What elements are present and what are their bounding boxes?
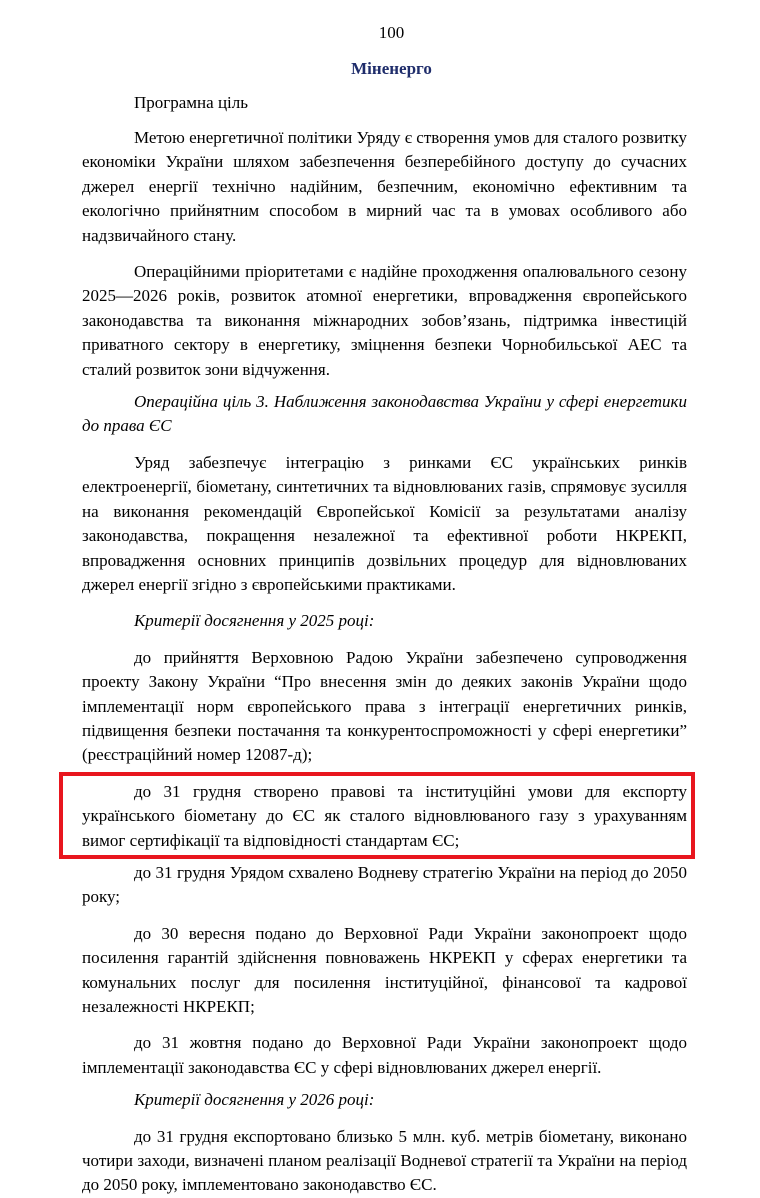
government-paragraph: Уряд забезпечує інтеграцію з ринками ЄС українських ринків електроенергії, біометану, синтетичних та відновлюваних газів, спрямовує зусилля на виконання рекомендацій Європейської Комісії за результатами аналізу законодавства, покращення незалежної та ефективної роботи НКРЕКП, впровадження основних принципів дозвільних процедур для відновлюваних джерел енергії згідно з європейськими практиками. <box>82 452 687 594</box>
list-item-renewables-bill: до 31 жовтня подано до Верховної Ради України законопроект щодо імплементації законодавства ЄС у сфері відновлюваних джерел енергії. <box>82 1033 687 1077</box>
ministry-heading: Міненерго <box>351 59 432 78</box>
list-item-2026: до 31 грудня експортовано близько 5 млн. куб. метрів біометану, виконано чотири заходи, визначені планом реалізації Водневої стратегії та України на період до 2050 року, імплементовано законодавство ЄС. <box>82 1126 687 1195</box>
list-item-biomethane-export: до 31 грудня створено правові та інституційні умови для експорту українського біометану до ЄС як сталого відновлюваного газу з урахуванням вимог сертифікації та відповідності стандартам ЄС; <box>82 781 687 850</box>
list-item-law-adoption: до прийняття Верховною Радою України забезпечено супроводження проекту Закону України “Про внесення змін до деяких законів України щодо імплементації норм європейського права з інтеграції енергетичних ринків, підвищення безпеки постачання та конкурентоспроможності у сфері енергетики” (реєстраційний номер 12087-д); <box>82 647 687 765</box>
criteria-2026-heading: Критерії досягнення у 2026 році: <box>134 1090 375 1110</box>
operational-goal-heading: Операційна ціль 3. Наближення законодавства України у сфері енергетики до права ЄС <box>82 392 687 436</box>
list-item-hydrogen-strategy: до 31 грудня Урядом схвалено Водневу стратегію України на період до 2050 року; <box>82 862 687 907</box>
page-number: 100 <box>378 23 405 42</box>
section-label: Програмна ціль <box>134 93 249 112</box>
priorities-paragraph: Операційними пріоритетами є надійне проходження опалювального сезону 2025—2026 років, розвиток атомної енергетики, впровадження європейського законодавства та виконання міжнародних зобов’язань, підтримка інвестицій приватного сектору в енергетику, зміцнення безпеки Чорнобильської АЕС та сталий розвиток зони відчуження. <box>82 262 687 379</box>
goal-paragraph: Метою енергетичної політики Уряду є створення умов для сталого розвитку економіки України шляхом забезпечення безперебійного доступу до сучасних джерел енергії технічно надійним, безпечним, економічно ефективним та екологічно прийнятним способом в мирний час та в умовах особливого або надзвичайного стану. <box>82 128 687 245</box>
document-page <box>82 16 687 1198</box>
list-item-nkrekp-bill: до 30 вересня подано до Верховної Ради України законопроект щодо посилення гарантій здійснення повноважень НКРЕКП у сферах енергетики та комунальних послуг для посилення інституційної, фінансової та кадрової незалежності НКРЕКП; <box>82 923 687 1016</box>
criteria-2025-heading: Критерії досягнення у 2025 році: <box>134 611 375 631</box>
